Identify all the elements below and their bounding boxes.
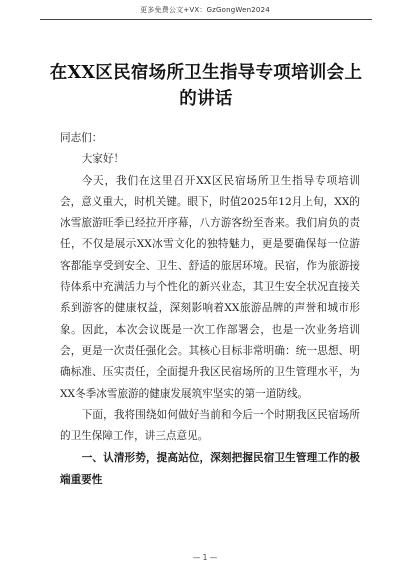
header-divider	[40, 19, 372, 20]
document-title: 在XX区民宿场所卫生指导专项培训会上的讲话	[49, 63, 363, 109]
salutation: 同志们：	[60, 132, 103, 144]
header-note: 更多免费公文+VX：GzGongWen2024	[140, 6, 270, 14]
page-number: — 1 —	[192, 553, 218, 562]
paragraph-2: 下面，我将围绕如何做好当前和今后一个时期我区民宿场所的卫生保障工作，讲三点意见。	[60, 408, 360, 443]
paragraph-1: 今天，我们在这里召开XX区民宿场所卫生指导专项培训会，意义重大，时机关键。眼下，时值2025年12月上旬，XX的冰雪旅游旺季已经拉开序幕，八方游客纷至沓来。我们肩负的责任，不仅是展示XX冰雪文化的独特魅力，更是要确保每一位游客都能享受到安全、卫生、舒适的旅居环境。民宿，作为旅游接待体系中充满活力与个性化的新兴业态，其卫生安全状况直接关系到游客的健康权益，深刻影响着XX旅游品牌的声誉和城市形象。因此，本次会议既是一次工作部署会，也是一次业务培训会，更是一次责任强化会。其核心目标非常明确：统一思想、明确标准、压实责任，全面提升我区民宿场所的卫生管理水平，为XX冬季冰雪旅游的健康发展筑牢坚实的第一道防线。	[60, 174, 360, 400]
greeting: 大家好！	[81, 153, 125, 166]
document-body	[60, 128, 360, 491]
section-heading-1: 一、认清形势，提高站位，深刻把握民宿卫生管理工作的极端重要性	[60, 452, 360, 487]
